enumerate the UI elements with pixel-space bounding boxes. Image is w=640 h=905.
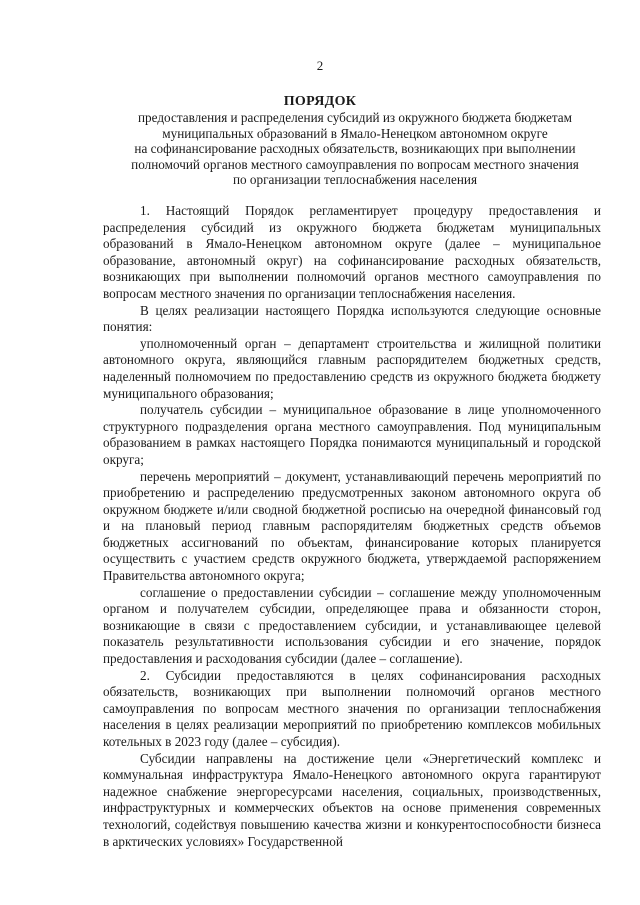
subtitle-line: предоставления и распределения субсидий из окружного бюджета бюджетам: [138, 110, 572, 125]
paragraph-agreement: соглашение о предоставлении субсидии – соглашение между уполномоченным органом и получателем субсидии, определяющее права и обязанности сторон, возникающие в связи с предоставлением субсидии, и устанавливающее целевой показатель результативности использования субсидии и его значение, порядок предоставления и расходования субсидии (далее – соглашение).: [103, 584, 601, 667]
subtitle-line: на софинансирование расходных обязательств, возникающих при выполнении: [134, 141, 576, 157]
paragraph-2-purpose: 2. Субсидии предоставляются в целях софинансирования расходных обязательств, возникающих при выполнении полномочий органов местного самоуправления по вопросам местного значения по организации теплоснабжения населения в целях реализации мероприятий по приобретению комплексов мобильных котельных в 2023 году (далее – субсидия).: [103, 667, 601, 749]
document-title: ПОРЯДОК: [283, 94, 357, 109]
paragraph-definitions-intro: В целях реализации настоящего Порядка используются следующие основные понятия:: [103, 302, 601, 335]
document-subtitle: [100, 110, 610, 188]
document-body: [103, 203, 601, 850]
subtitle-line: муниципальных образований в Ямало-Ненецком автономном округе: [162, 125, 548, 141]
paragraph-recipient: получатель субсидии – муниципальное образование в лице уполномоченного структурного подразделения органа местного самоуправления. Под муниципальным образованием в рамках настоящего Порядка понимаются муниципальный и городской округа;: [103, 402, 601, 467]
paragraph-goal: Субсидии направлены на достижение цели «Энергетический комплекс и коммунальная инфраструктура Ямало-Ненецкого автономного округа гарантируют надежное снабжение энергоресурсами населения, социальных, производственных, инфраструктурных и коммерческих объектов на основе применения современных технологий, содействуя повышению качества жизни и конкурентоспособности бизнеса в арктических условиях» Государственной: [103, 750, 601, 849]
subtitle-line: полномочий органов местного самоуправления по вопросам местного значения: [131, 156, 579, 172]
paragraph-activity-list: перечень мероприятий – документ, устанавливающий перечень мероприятий по приобретению и распределению предусмотренных законом автономного округа об окружном бюджете и/или сводной бюджетной росписью на очередной финансовый год и на плановый период главным распорядителям бюджетных средств объемов бюджетных ассигнований по объектам, финансирование которых планируется осуществить с участием средств окружного бюджета, утверждаемой распоряжением Правительства автономного округа;: [103, 468, 601, 584]
subtitle-line: по организации теплоснабжения населения: [232, 172, 478, 188]
paragraph-authorized-body: уполномоченный орган – департамент строительства и жилищной политики автономного округа, являющийся главным распорядителем бюджетных средств, наделенный полномочием по предоставлению средств из окружного бюджета бюджету муниципального образования;: [103, 335, 601, 401]
page-number: 2: [316, 58, 324, 73]
paragraph-1-scope: 1. Настоящий Порядок регламентирует процедуру предоставления и распределения субсидий из окружного бюджета бюджетам муниципальных образований в Ямало-Ненецком автономном округе (далее – муниципальное образование, автономный округ) на софинансирование расходных обязательств, возникающих при выполнении полномочий органов местного самоуправления по вопросам местного значения по организации теплоснабжения населения.: [103, 203, 601, 301]
